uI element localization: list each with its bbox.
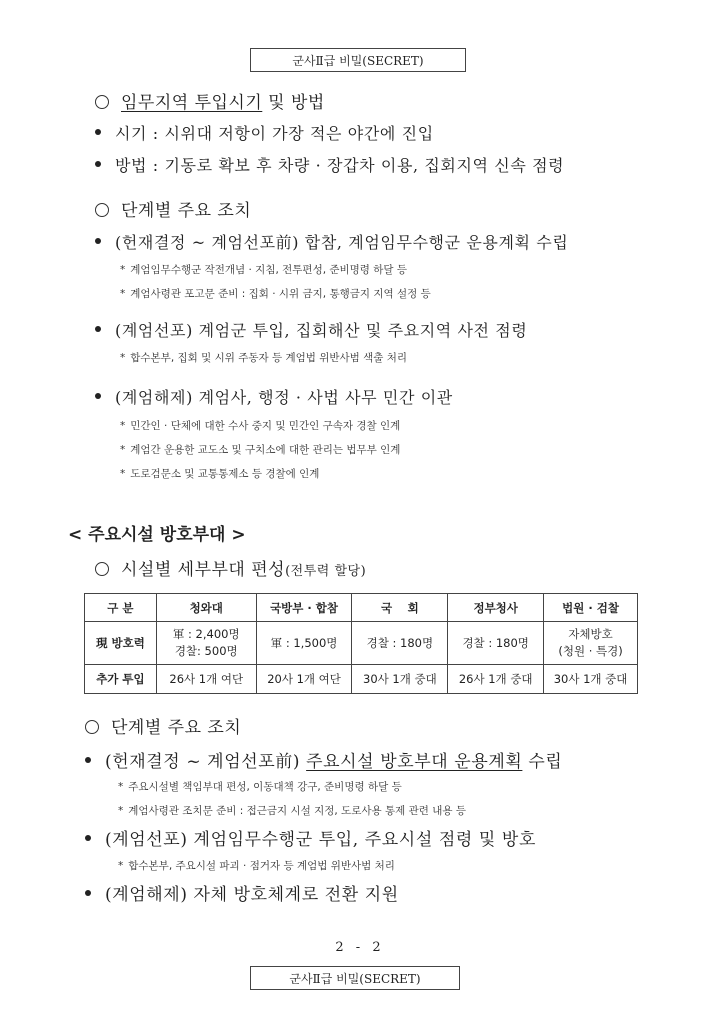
bullet-dot-icon xyxy=(95,161,101,167)
table-header: 국 회 xyxy=(352,594,448,622)
cell-line: 軍 : 2,400명 xyxy=(172,627,240,641)
note-phase3-2: * 계엄간 운용한 교도소 및 구치소에 대한 관리는 법무부 인계 xyxy=(120,444,401,456)
section-heading-phase-measures-2 xyxy=(85,713,241,738)
table-cell xyxy=(544,622,638,665)
heading-rest-text: 및 방법 xyxy=(262,93,325,113)
bullet-dot-icon xyxy=(85,890,91,896)
bullet-text: (헌재결정 ~ 계엄선포前) 합참, 계엄임무수행군 운용계획 수립 xyxy=(115,233,569,252)
circle-bullet-icon xyxy=(85,720,99,734)
bullet-facility-phase1 xyxy=(85,747,562,772)
heading-text: 단계별 주요 조치 xyxy=(121,201,252,221)
table-header: 국방부 · 합참 xyxy=(256,594,352,622)
table-cell xyxy=(256,622,352,665)
bullet-text: (계엄해제) 자체 방호체계로 전환 지원 xyxy=(105,885,399,905)
bullet-method xyxy=(95,153,564,176)
note-facility-phase1-1: * 주요시설별 책임부대 편성, 이동대책 강구, 준비명령 하달 등 xyxy=(118,781,402,793)
page-number: 2 - 2 xyxy=(335,940,385,955)
circle-bullet-icon xyxy=(95,203,109,217)
section-heading-unit-organization xyxy=(95,555,366,580)
bullet-facility-phase2 xyxy=(85,825,536,850)
table-header: 청와대 xyxy=(156,594,256,622)
bullet-text: (계엄해제) 계엄사, 행정 · 사법 사무 민간 이관 xyxy=(115,388,453,407)
table-cell: 26사 1개 중대 xyxy=(448,665,544,694)
bullet-text: 방법 : 기동로 확보 후 차량 · 장갑차 이용, 집회지역 신속 점령 xyxy=(115,156,565,175)
note-text: 도로검문소 및 교통통제소 등 경찰에 인계 xyxy=(130,468,320,480)
note-text: 민간인 · 단체에 대한 수사 중지 및 민간인 구속자 경찰 인계 xyxy=(130,420,401,432)
table-cell: 30사 1개 중대 xyxy=(352,665,448,694)
heading-note: (전투력 할당) xyxy=(285,564,367,579)
row-label: 現 방호력 xyxy=(85,622,157,665)
section-title-key-facility-defense: < 주요시설 방호부대 > xyxy=(68,525,246,545)
note-text: 계엄간 운용한 교도소 및 구치소에 대한 관리는 법무부 인계 xyxy=(130,444,401,456)
bullet-phase3 xyxy=(95,385,453,408)
bullet-dot-icon xyxy=(95,326,101,332)
note-text: 주요시설별 책임부대 편성, 이동대책 강구, 준비명령 하달 등 xyxy=(128,781,402,793)
note-text: 계엄사령관 조치문 준비 : 접근금지 시설 지정, 도로사용 통제 관련 내용 등 xyxy=(128,805,466,817)
table-row xyxy=(85,665,638,694)
bullet-text-suffix: 수립 xyxy=(522,752,563,772)
table-header: 구 분 xyxy=(85,594,157,622)
table-header: 법원 · 검찰 xyxy=(544,594,638,622)
bullet-dot-icon xyxy=(95,393,101,399)
bullet-text-prefix: (헌재결정 ~ 계엄선포前) xyxy=(105,752,307,772)
heading-underlined-text: 임무지역 투입시기 xyxy=(121,93,263,113)
bullet-dot-icon xyxy=(95,129,101,135)
cell-line: 자체방호 xyxy=(568,627,613,641)
table-cell: 20사 1개 여단 xyxy=(256,665,352,694)
bullet-text: 시기 : 시위대 저항이 가장 적은 야간에 진입 xyxy=(115,124,434,143)
note-text: 합수본부, 집회 및 시위 주동자 등 계엄법 위반사범 색출 처리 xyxy=(130,352,408,364)
table-cell xyxy=(352,622,448,665)
cell-line: 軍 : 1,500명 xyxy=(270,635,338,650)
classification-footer: 군사Ⅱ급 비밀(SECRET) xyxy=(250,966,460,990)
heading-text: 시설별 세부부대 편성 xyxy=(121,560,286,580)
note-facility-phase2-1: * 합수본부, 주요시설 파괴 · 점거자 등 계엄법 위반사범 처리 xyxy=(118,860,395,872)
circle-bullet-icon xyxy=(95,562,109,576)
bullet-timing xyxy=(95,121,434,144)
row-label: 추가 투입 xyxy=(85,665,157,694)
cell-line: 경찰 : 180명 xyxy=(462,635,529,650)
note-text: 계엄사령관 포고문 준비 : 집회 · 시위 금지, 통행금지 지역 설정 등 xyxy=(130,288,431,300)
note-phase3-3: * 도로검문소 및 교통통제소 등 경찰에 인계 xyxy=(120,468,320,480)
table-cell xyxy=(448,622,544,665)
table-row xyxy=(85,622,638,665)
section-heading-deployment-timing xyxy=(95,88,325,113)
note-phase2-1: * 합수본부, 집회 및 시위 주동자 등 계엄법 위반사범 색출 처리 xyxy=(120,352,408,364)
cell-line: 경찰 : 180명 xyxy=(366,635,434,650)
note-facility-phase1-2: * 계엄사령관 조치문 준비 : 접근금지 시설 지정, 도로사용 통제 관련 내용 등 xyxy=(118,805,466,817)
note-phase3-1: * 민간인 · 단체에 대한 수사 중지 및 민간인 구속자 경찰 인계 xyxy=(120,420,401,432)
table-header: 정부청사 xyxy=(448,594,544,622)
note-phase1-1: * 계엄임무수행군 작전개념 · 지침, 전투편성, 준비명령 하달 등 xyxy=(120,264,408,276)
bullet-phase1 xyxy=(95,230,568,253)
defense-units-table xyxy=(84,593,638,694)
bullet-dot-icon xyxy=(95,238,101,244)
note-phase1-2: * 계엄사령관 포고문 준비 : 집회 · 시위 금지, 통행금지 지역 설정 등 xyxy=(120,288,431,300)
bullet-text: (계엄선포) 계엄군 투입, 집회해산 및 주요지역 사전 점령 xyxy=(115,321,528,340)
table-cell: 30사 1개 중대 xyxy=(544,665,638,694)
circle-bullet-icon xyxy=(95,95,109,109)
table-cell xyxy=(156,622,256,665)
classification-header: 군사Ⅱ급 비밀(SECRET) xyxy=(250,48,466,72)
table-cell: 26사 1개 여단 xyxy=(156,665,256,694)
bullet-text-underlined: 주요시설 방호부대 운용계획 xyxy=(306,752,523,772)
note-text: 합수본부, 주요시설 파괴 · 점거자 등 계엄법 위반사범 처리 xyxy=(128,860,395,872)
bullet-dot-icon xyxy=(85,835,91,841)
cell-line: 경찰: 500명 xyxy=(174,644,238,658)
cell-line: (청원 · 특경) xyxy=(558,644,623,658)
heading-text: 단계별 주요 조치 xyxy=(111,718,242,738)
bullet-phase2 xyxy=(95,318,527,341)
bullet-dot-icon xyxy=(85,757,91,763)
bullet-text: (계엄선포) 계엄임무수행군 투입, 주요시설 점령 및 방호 xyxy=(105,830,536,850)
note-text: 계엄임무수행군 작전개념 · 지침, 전투편성, 준비명령 하달 등 xyxy=(130,264,408,276)
section-heading-phase-measures xyxy=(95,196,251,221)
table-header-row xyxy=(85,594,638,622)
bullet-facility-phase3 xyxy=(85,880,399,905)
